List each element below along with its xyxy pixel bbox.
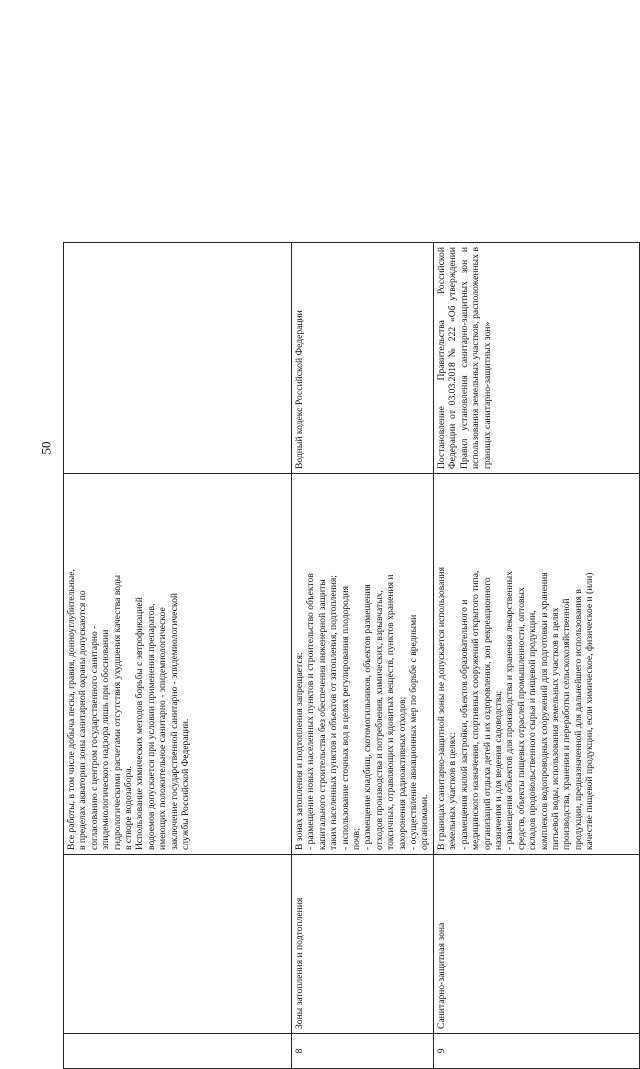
page-number: 50 [38,441,54,455]
restrictions-line: в створе водозабора. [123,766,135,850]
restrictions-line: комплексов водопроводных сооружений для подготовки и хранения [538,572,550,850]
restrictions-line: В зонах затопления и подтопления запрещается: [294,652,305,850]
zone-name-cell [64,855,292,1034]
restrictions-line: земельных участков в целях: [447,732,459,850]
restrictions-line: Все работы, в том числе добыча песка, гравия, донноуглубительные, [66,569,77,850]
restrictions-line: - размещение кладбищ, скотомогильников, объектов размещения [362,584,374,850]
restrictions-cell [64,474,292,855]
regulations-table [63,242,640,1069]
legal-basis-cell: Постановление Правительства Российской Федерации от 03.03.2018 № 222 «Об утверждении Правил установления санитарно-защитных зон и использования земельных участков, расположенных в границах санитарно-защитных зон» [433,243,639,474]
restrictions-line: службы Российской Федерации. [180,718,192,850]
zone-name-cell: Санитарно-защитная зона [433,855,639,1034]
restrictions-line: таких населенных пунктов и объектов от затопления, подтопления; [328,575,340,850]
row-number-cell: 8 [292,1034,434,1069]
restrictions-cell [433,474,639,855]
table-row [64,243,292,1069]
restrictions-line: имеющих положительное санитарно - эпидемиологическое [157,607,169,850]
restrictions-line: складов продовольственного сырья и пищевой продукции, [527,610,539,850]
restrictions-line: водоемов допускается при условии применения препаратов, [145,603,157,850]
restrictions-line: продукции, предназначенной для дальнейшего использования в [572,589,584,850]
restrictions-line: - использование сточных вод в целях регулирования плодородия [339,585,351,850]
regulations-table-sheet [63,247,596,1069]
restrictions-line: средств, объекты пищевых отраслей промышленности, оптовых [515,587,527,850]
restrictions-line: производства, хранения и переработки сельскохозяйственной [561,598,573,850]
restrictions-line: медицинского назначения, спортивных сооружений открытого типа, [470,570,482,850]
restrictions-line: назначения и для ведения садоводства; [492,690,504,850]
restrictions-line: согласованию с центром государственного санитарно - [88,625,100,850]
restrictions-line: гидрологическими расчетами отсутствия ухудшения качества воды [111,574,123,850]
restrictions-line: отходов производства и потребления, химических, взрывчатых, [373,590,385,850]
restrictions-line: токсичных, отравляющих и ядовитых веществ, пунктов хранения и [385,574,397,850]
row-number-cell: 9 [433,1034,639,1069]
restrictions-line: в пределах акватории зоны санитарной охраны допускаются по [77,590,89,850]
restrictions-line: В границах санитарно-защитной зоны не допускается использования [435,566,447,850]
restrictions-cell [292,474,434,855]
restrictions-line: организмами. [419,794,431,850]
table-row [292,243,434,1069]
zone-name-cell: Зоны затопления и подтопления [292,855,434,1034]
legal-basis-cell [64,243,292,474]
restrictions-line: организаций отдыха детей и их оздоровления, зон рекреационного [481,577,493,850]
restrictions-line: Использование химических методов борьбы с эвтрофикацией [134,597,146,850]
restrictions-line: качестве пищевой продукции, если химическое, физическое и (или) [584,572,596,850]
row-number-cell [64,1034,292,1069]
restrictions-line: - размещения жилой застройки, объектов образовательного и [458,599,470,850]
restrictions-line: - размещения объектов для производства и хранения лекарственных [504,570,516,850]
table-row [433,243,639,1069]
restrictions-line: захоронения радиоактивных отходов; [396,696,408,850]
restrictions-line: эпидемиологического надзора лишь при обосновании [100,629,112,850]
legal-basis-cell: Водный кодекс Российской Федерации [292,243,434,474]
restrictions-line: - осуществление авиационных мер по борьбе с вредными [408,614,420,850]
restrictions-line: - размещение новых населенных пунктов и строительство объектов [305,573,317,850]
restrictions-line: почв; [351,828,363,850]
restrictions-line: капитального строительства без обеспечения инженерной защиты [316,579,328,850]
restrictions-line: заключение государственной санитарно - эпидемиологической [168,592,180,850]
restrictions-line: питьевой воды, использования земельных участков в целях [549,607,561,850]
